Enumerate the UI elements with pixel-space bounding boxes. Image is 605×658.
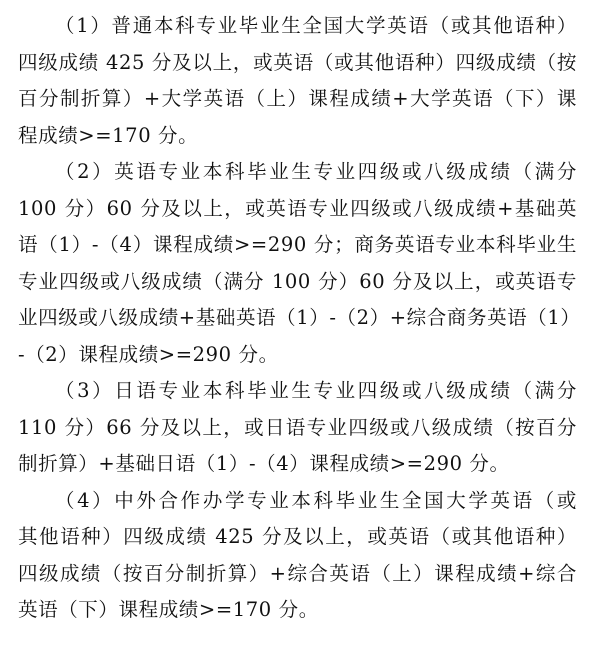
paragraph-line: 百分制折算）+大学英语（上）课程成绩+大学英语（下）课 (18, 87, 577, 110)
paragraph-line: 业四级或八级成绩+基础英语（1）-（2）+综合商务英语（1） (18, 306, 581, 329)
paragraph-line: （3）日语专业本科毕业生专业四级或八级成绩（满分 (55, 379, 577, 402)
paragraph-line: 语（1）-（4）课程成绩>=290 分；商务英语专业本科毕业生 (18, 233, 577, 256)
paragraph-line: 制折算）+基础日语（1）-（4）课程成绩>=290 分。 (18, 452, 510, 475)
paragraph-line: 四级成绩 425 分及以上，或英语（或其他语种）四级成绩（按 (18, 50, 577, 74)
paragraph-4 (18, 483, 577, 629)
paragraph-line: 110 分）66 分及以上，或日语专业四级或八级成绩（按百分 (18, 415, 577, 439)
paragraph-line: 其他语种）四级成绩 425 分及以上，或英语（或其他语种） (18, 525, 577, 548)
paragraph-1 (18, 8, 577, 154)
paragraph-line: 英语（下）课程成绩>=170 分。 (18, 598, 319, 621)
paragraph-3 (18, 373, 577, 483)
paragraph-line: 四级成绩（按百分制折算）+综合英语（上）课程成绩+综合 (18, 561, 577, 585)
paragraph-line: （2）英语专业本科毕业生专业四级或八级成绩（满分 (55, 160, 577, 183)
paragraph-line: 程成绩>=170 分。 (18, 123, 199, 147)
paragraph-line: 100 分）60 分及以上，或英语专业四级或八级成绩+基础英 (18, 196, 577, 220)
paragraph-2 (18, 154, 581, 373)
paragraph-line: （4）中外合作办学专业本科毕业生全国大学英语（或 (55, 488, 577, 512)
paragraph-line: -（2）课程成绩>=290 分。 (18, 342, 279, 366)
paragraph-line: 专业四级或八级成绩（满分 100 分）60 分及以上，或英语专 (18, 269, 577, 293)
paragraph-line: （1）普通本科专业毕业生全国大学英语（或其他语种） (55, 14, 577, 37)
